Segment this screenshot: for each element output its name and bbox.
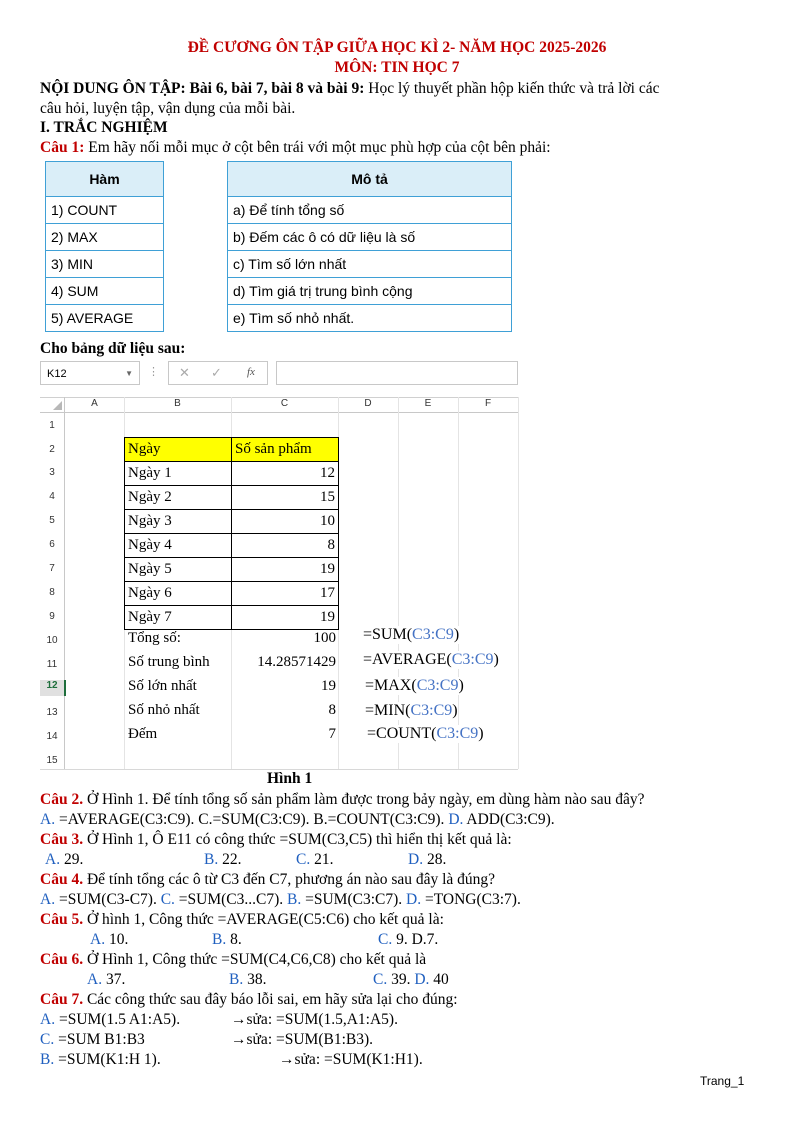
- q3-option-d: D. 28.: [408, 851, 447, 868]
- option-letter: D.: [448, 811, 464, 828]
- description-item: c) Tìm số lớn nhất: [228, 251, 512, 278]
- q7-text: Các công thức sau đây báo lỗi sai, em hãy sửa lại cho đúng:: [83, 991, 458, 1008]
- name-box-value: K12: [47, 368, 67, 380]
- description-header: Mô tả: [228, 162, 512, 197]
- value-cell[interactable]: 17: [231, 581, 339, 606]
- q3-option-a: A. 29.: [45, 851, 84, 868]
- column-header[interactable]: C: [280, 398, 289, 409]
- row-header[interactable]: 1: [49, 420, 55, 431]
- row-header[interactable]: 11: [46, 659, 58, 670]
- formula-min[interactable]: =MIN(C3:C9): [365, 702, 458, 719]
- formula-count[interactable]: =COUNT(C3:C9): [367, 725, 484, 742]
- row-header[interactable]: 8: [49, 587, 55, 598]
- q7-item-a: A. =SUM(1.5 A1:A5).: [40, 1011, 181, 1028]
- header-cell-products[interactable]: Số sản phẩm: [231, 437, 339, 462]
- q1-text: Em hãy nối mỗi mục ở cột bên trái với một mục phù hợp của cột bên phải:: [84, 139, 551, 156]
- enter-check-icon[interactable]: ✓: [211, 365, 222, 380]
- value-cell[interactable]: 8: [231, 533, 339, 558]
- row-header[interactable]: 6: [49, 539, 55, 550]
- function-item: 4) SUM: [46, 278, 164, 305]
- summary-label[interactable]: Số lớn nhất: [128, 678, 197, 694]
- q4-number: Câu 4.: [40, 871, 84, 888]
- row-header-selected[interactable]: 12: [40, 680, 66, 696]
- gridline: [518, 397, 519, 769]
- q2-text: Ở Hình 1. Để tính tổng số sản phẩm làm được trong bảy ngày, em dùng hàm nào sau đây?: [86, 791, 645, 808]
- header-cell-day[interactable]: Ngày: [124, 437, 232, 462]
- insert-function-icon[interactable]: fx: [247, 366, 255, 378]
- q3-option-c: C. 21.: [296, 851, 334, 868]
- summary-label[interactable]: Số trung bình: [128, 654, 210, 670]
- q1-number: Câu 1:: [40, 139, 85, 156]
- row-header[interactable]: 3: [49, 467, 55, 478]
- summary-value[interactable]: 14.28571429: [257, 654, 336, 670]
- description-item: d) Tìm giá trị trung bình cộng: [228, 278, 512, 305]
- column-header[interactable]: E: [424, 398, 432, 409]
- day-cell[interactable]: Ngày 3: [124, 509, 232, 534]
- q7-fix-a: →sửa: =SUM(1.5,A1:A5).: [231, 1011, 398, 1028]
- row-header[interactable]: 9: [49, 611, 55, 622]
- summary-label[interactable]: Đếm: [128, 726, 158, 742]
- q7-number: Câu 7.: [40, 991, 84, 1008]
- q5-option-a: A. 10.: [90, 931, 129, 948]
- q5-option-c: C. 9. D.7.: [378, 931, 439, 948]
- column-header[interactable]: D: [364, 398, 372, 409]
- question-7: [40, 990, 458, 1010]
- row-header[interactable]: 5: [49, 515, 55, 526]
- q3-text: Ở Hình 1, Ô E11 có công thức =SUM(C3,C5) thì hiển thị kết quả là:: [83, 831, 512, 848]
- function-item: 1) COUNT: [46, 197, 164, 224]
- summary-value[interactable]: 7: [328, 726, 336, 742]
- row-header[interactable]: 10: [46, 635, 58, 646]
- section-heading: I. TRẮC NGHIỆM: [40, 119, 168, 136]
- document-title: ĐỀ CƯƠNG ÔN TẬP GIỮA HỌC KÌ 2- NĂM HỌC 2025-2026: [187, 39, 607, 56]
- cancel-icon[interactable]: ✕: [179, 365, 190, 380]
- summary-label[interactable]: Tổng số:: [128, 630, 181, 646]
- row-header[interactable]: 14: [46, 731, 58, 742]
- figure-caption: Hình 1: [267, 770, 313, 787]
- column-header[interactable]: A: [91, 398, 98, 409]
- value-cell[interactable]: 15: [231, 485, 339, 510]
- intro-label: NỘI DUNG ÔN TẬP: Bài 6, bài 7, bài 8 và bài 9:: [40, 80, 365, 97]
- separator-dots-icon: ⋮: [148, 366, 159, 378]
- day-cell[interactable]: Ngày 1: [124, 461, 232, 486]
- option-text: =AVERAGE(C3:C9). C.=SUM(C3:C9). B.=COUNT(C3:C9).: [55, 811, 449, 828]
- q3-option-b: B. 22.: [204, 851, 242, 868]
- q2-number: Câu 2.: [40, 791, 87, 808]
- day-cell[interactable]: Ngày 7: [124, 605, 232, 630]
- q7-fix-c: →sửa: =SUM(B1:B3).: [231, 1031, 374, 1048]
- question-2: [40, 790, 645, 810]
- summary-value[interactable]: 8: [328, 702, 336, 718]
- subject-title: MÔN: TIN HỌC 7: [334, 59, 460, 76]
- description-item: e) Tìm số nhỏ nhất.: [228, 305, 512, 332]
- row-header[interactable]: 7: [49, 563, 55, 574]
- row-header-line: [64, 397, 65, 769]
- option-letter: A.: [40, 811, 56, 828]
- day-cell[interactable]: Ngày 2: [124, 485, 232, 510]
- q7-fix-b: →sửa: =SUM(K1:H1).: [279, 1051, 423, 1068]
- function-header: Hàm: [46, 162, 164, 197]
- chevron-down-icon[interactable]: ▼: [125, 369, 133, 378]
- row-header[interactable]: 15: [46, 755, 58, 766]
- select-all-icon[interactable]: [53, 401, 62, 410]
- question-1: [40, 138, 551, 158]
- function-table: [45, 161, 164, 332]
- intro-text-1: Học lý thuyết phần hộp kiến thức và trả lời các: [364, 80, 660, 97]
- function-item: 5) AVERAGE: [46, 305, 164, 332]
- q3-number: Câu 3.: [40, 831, 84, 848]
- question-4: [40, 870, 495, 890]
- row-header[interactable]: 2: [49, 444, 55, 455]
- row-header[interactable]: 4: [49, 491, 55, 502]
- question-3: [40, 830, 512, 850]
- formula-bar: [40, 361, 518, 387]
- description-item: b) Đếm các ô có dữ liệu là số: [228, 224, 512, 251]
- function-item: 3) MIN: [46, 251, 164, 278]
- intro-line-1: [40, 79, 659, 99]
- day-cell[interactable]: Ngày 6: [124, 581, 232, 606]
- name-box[interactable]: [40, 361, 140, 385]
- value-cell[interactable]: 19: [231, 557, 339, 582]
- question-6: [40, 950, 426, 970]
- q6-option-a: A. 37.: [87, 971, 126, 988]
- q6-option-b: B. 38.: [229, 971, 267, 988]
- column-header-line: [40, 412, 518, 413]
- column-header[interactable]: F: [484, 398, 492, 409]
- gridline: [458, 397, 459, 769]
- row-header[interactable]: 13: [46, 707, 58, 718]
- q5-text: Ở hình 1, Công thức =AVERAGE(C5:C6) cho kết quả là:: [83, 911, 444, 928]
- function-item: 2) MAX: [46, 224, 164, 251]
- q5-option-b: B. 8.: [212, 931, 242, 948]
- question-5: [40, 910, 444, 930]
- summary-value[interactable]: 19: [321, 678, 336, 694]
- formula-sum[interactable]: =SUM(C3:C9): [363, 626, 460, 643]
- value-cell[interactable]: 10: [231, 509, 339, 534]
- day-cell[interactable]: Ngày 4: [124, 533, 232, 558]
- description-table: [227, 161, 512, 332]
- formula-average[interactable]: =AVERAGE(C3:C9): [363, 651, 499, 668]
- q6-option-c-d: C. 39. D. 40: [373, 971, 449, 988]
- q5-number: Câu 5.: [40, 911, 84, 928]
- value-cell[interactable]: 19: [231, 605, 339, 630]
- description-item: a) Để tính tổng số: [228, 197, 512, 224]
- q6-number: Câu 6.: [40, 951, 84, 968]
- formula-input[interactable]: [276, 361, 518, 385]
- option-text: ADD(C3:C9).: [463, 811, 555, 828]
- q4-options: A. =SUM(C3-C7). C. =SUM(C3...C7). B. =SUM(C3:C7). D. =TONG(C3:7).: [40, 891, 521, 908]
- formula-max[interactable]: =MAX(C3:C9): [365, 677, 464, 694]
- q7-item-c: C. =SUM B1:B3: [40, 1031, 145, 1048]
- intro-line-2: câu hỏi, luyện tập, vận dụng của mỗi bài.: [40, 100, 296, 117]
- q4-text: Để tính tổng các ô từ C3 đến C7, phương án nào sau đây là đúng?: [83, 871, 496, 888]
- summary-value[interactable]: 100: [313, 630, 336, 646]
- q7-item-b: B. =SUM(K1:H 1).: [40, 1051, 161, 1068]
- value-cell[interactable]: 12: [231, 461, 339, 486]
- formula-actions: [168, 361, 268, 385]
- column-header[interactable]: B: [174, 398, 181, 409]
- summary-label[interactable]: Số nhỏ nhất: [128, 702, 200, 718]
- table-intro: Cho bảng dữ liệu sau:: [40, 340, 186, 357]
- day-cell[interactable]: Ngày 5: [124, 557, 232, 582]
- page-number: Trang_1: [700, 1074, 745, 1088]
- q6-text: Ở Hình 1, Công thức =SUM(C4,C6,C8) cho kết quả là: [83, 951, 427, 968]
- q2-options: [40, 810, 555, 830]
